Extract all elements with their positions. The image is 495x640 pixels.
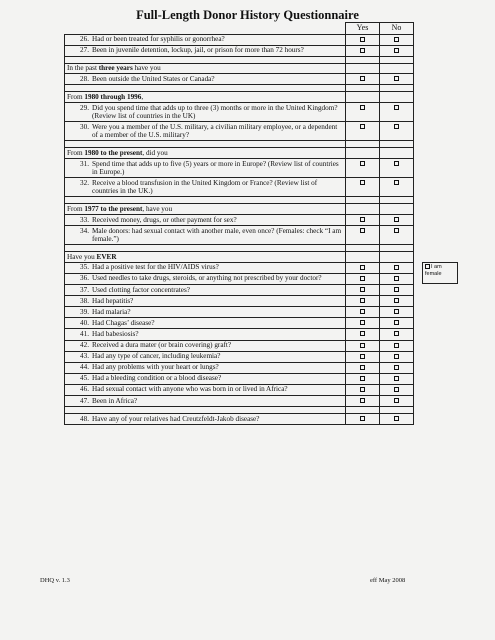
- yes-checkbox[interactable]: [360, 343, 365, 348]
- question: [67, 227, 343, 244]
- no-cell: [380, 340, 414, 351]
- question: [67, 123, 343, 140]
- yes-checkbox[interactable]: [360, 298, 365, 303]
- section-header: [65, 252, 346, 263]
- section-header-row: [65, 204, 414, 215]
- question-row: [65, 103, 414, 122]
- no-checkbox[interactable]: [394, 48, 399, 53]
- spacer-cell: [380, 245, 414, 252]
- no-cell: [380, 159, 414, 178]
- question: [67, 308, 343, 317]
- question-text: Had any problems with your heart or lungs?: [92, 363, 219, 372]
- no-checkbox[interactable]: [394, 124, 399, 129]
- no-checkbox[interactable]: [394, 320, 399, 325]
- question-cell: [65, 74, 346, 85]
- no-cell: [380, 396, 414, 407]
- question-text: Been in Africa?: [92, 396, 138, 405]
- no-cell: [380, 362, 414, 373]
- no-checkbox[interactable]: [394, 309, 399, 314]
- question-text: Had any type of cancer, including leukemia?: [92, 352, 221, 361]
- question-row: [65, 340, 414, 351]
- question: [67, 104, 343, 121]
- spacer-cell: [380, 197, 414, 204]
- question-row: [65, 307, 414, 318]
- yes-checkbox[interactable]: [360, 161, 365, 166]
- question-cell: [65, 45, 346, 56]
- question: [67, 274, 343, 283]
- question: [67, 341, 343, 350]
- spacer-cell: [346, 245, 380, 252]
- yes-cell: [346, 45, 380, 56]
- yes-cell: [346, 307, 380, 318]
- question-row: [65, 373, 414, 384]
- spacer-cell: [380, 56, 414, 63]
- no-cell: [380, 351, 414, 362]
- question-row: [65, 178, 414, 197]
- question-cell: [65, 396, 346, 407]
- spacer-cell: [65, 85, 346, 92]
- header-row: [65, 23, 414, 35]
- question-cell: [65, 122, 346, 141]
- yes-checkbox[interactable]: [360, 287, 365, 292]
- question-text: Had or been treated for syphilis or gonorrhea?: [92, 35, 225, 44]
- yes-cell: [346, 204, 380, 215]
- question-text: Spend time that adds up to five (5) years or more in Europe? (Review list of countries in Europe.): [92, 159, 339, 177]
- question-text: Had a bleeding condition or a blood disease?: [92, 374, 222, 383]
- question-cell: [65, 215, 346, 226]
- yes-checkbox[interactable]: [360, 217, 365, 222]
- yes-cell: [346, 396, 380, 407]
- no-cell: [380, 92, 414, 103]
- question-cell: [65, 262, 346, 273]
- no-checkbox[interactable]: [394, 217, 399, 222]
- question-row: [65, 45, 414, 56]
- question-text: Used clotting factor concentrates?: [92, 285, 190, 294]
- no-cell: [380, 122, 414, 141]
- question-number: 44.: [80, 363, 89, 372]
- yes-cell: [346, 226, 380, 245]
- question: [67, 415, 343, 424]
- no-checkbox[interactable]: [394, 398, 399, 403]
- yes-checkbox[interactable]: [360, 398, 365, 403]
- question-cell: [65, 34, 346, 45]
- question-text: Receive a blood transfusion in the United Kingdom or France? (Review list of countries in the UK.): [92, 178, 318, 196]
- no-checkbox[interactable]: [394, 387, 399, 392]
- section-text: ,: [141, 92, 144, 101]
- section-emphasis: EVER: [96, 252, 117, 261]
- question-cell: [65, 340, 346, 351]
- question-number: 36.: [80, 274, 89, 283]
- question-text: Received a dura mater (or brain covering) graft?: [92, 341, 232, 350]
- section-header: [65, 148, 346, 159]
- spacer-row: [65, 141, 414, 148]
- question-text: Did you spend time that adds up to three (3) months or more in the United Kingdom? (Review list of countries in the UK): [92, 103, 338, 121]
- yes-cell: [346, 362, 380, 373]
- no-checkbox[interactable]: [394, 105, 399, 110]
- question-text: Used needles to take drugs, steroids, or anything not prescribed by your doctor?: [92, 274, 322, 283]
- question-text: Male donors: had sexual contact with another male, even once? (Females: check “I am female.”): [92, 226, 342, 244]
- spacer-cell: [65, 407, 346, 414]
- no-cell: [380, 329, 414, 340]
- question-text: Had Chagas’ disease?: [92, 318, 155, 327]
- spacer-cell: [346, 141, 380, 148]
- yes-cell: [346, 252, 380, 263]
- yes-checkbox[interactable]: [360, 376, 365, 381]
- yes-cell: [346, 318, 380, 329]
- question-cell: [65, 178, 346, 197]
- section-text: , did you: [142, 148, 168, 157]
- question-number: 47.: [80, 396, 89, 405]
- yes-checkbox[interactable]: [360, 331, 365, 336]
- question-row: [65, 329, 414, 340]
- section-header-row: [65, 63, 414, 74]
- question-text: Have any of your relatives had Creutzfeldt-Jakob disease?: [92, 414, 260, 423]
- question-number: 26.: [80, 35, 89, 44]
- yes-cell: [346, 34, 380, 45]
- question-number: 35.: [80, 263, 89, 272]
- question-cell: [65, 285, 346, 296]
- question-row: [65, 34, 414, 45]
- question-number: 29.: [80, 103, 89, 112]
- yes-checkbox[interactable]: [360, 365, 365, 370]
- no-checkbox[interactable]: [394, 76, 399, 81]
- no-cell: [380, 262, 414, 273]
- section-text: , have you: [142, 204, 173, 213]
- section-text: In the past: [67, 64, 99, 73]
- question-text: Had hepatitis?: [92, 296, 134, 305]
- question: [67, 216, 343, 225]
- yes-cell: [346, 74, 380, 85]
- yes-cell: [346, 262, 380, 273]
- no-checkbox[interactable]: [394, 354, 399, 359]
- yes-checkbox[interactable]: [360, 105, 365, 110]
- no-checkbox[interactable]: [394, 331, 399, 336]
- spacer-row: [65, 85, 414, 92]
- spacer-cell: [380, 141, 414, 148]
- spacer-cell: [380, 85, 414, 92]
- question-row: [65, 384, 414, 395]
- question-number: 45.: [80, 374, 89, 383]
- question-cell: [65, 384, 346, 395]
- question: [67, 385, 343, 394]
- question-cell: [65, 307, 346, 318]
- section-header: [65, 92, 346, 103]
- yes-cell: [346, 148, 380, 159]
- no-cell: [380, 285, 414, 296]
- yes-cell: [346, 215, 380, 226]
- no-column-header: No: [380, 23, 414, 35]
- question: [67, 330, 343, 339]
- question-number: 41.: [80, 329, 89, 338]
- no-cell: [380, 215, 414, 226]
- question-cell: [65, 351, 346, 362]
- yes-checkbox[interactable]: [360, 180, 365, 185]
- yes-cell: [346, 296, 380, 307]
- footer-version: DHQ v. 1.3: [40, 577, 70, 584]
- no-checkbox[interactable]: [394, 161, 399, 166]
- spacer-row: [65, 197, 414, 204]
- question-number: 40.: [80, 318, 89, 327]
- checkbox-icon[interactable]: [425, 264, 430, 269]
- no-cell: [380, 63, 414, 74]
- question: [67, 179, 343, 196]
- no-cell: [380, 273, 414, 284]
- question-number: 32.: [80, 178, 89, 187]
- section-text: From: [67, 92, 85, 101]
- question-row: [65, 159, 414, 178]
- section-text: From: [67, 204, 85, 213]
- no-cell: [380, 373, 414, 384]
- no-cell: [380, 307, 414, 318]
- no-checkbox[interactable]: [394, 228, 399, 233]
- question-text: Had sexual contact with anyone who was born in or lived in Africa?: [92, 385, 288, 394]
- section-emphasis: 1980 to the present: [84, 148, 143, 157]
- question-cell: [65, 226, 346, 245]
- question: [67, 46, 343, 55]
- question: [67, 263, 343, 272]
- question-row: [65, 296, 414, 307]
- question-number: 30.: [80, 122, 89, 131]
- question-number: 46.: [80, 385, 89, 394]
- yes-cell: [346, 122, 380, 141]
- question-row: [65, 362, 414, 373]
- no-cell: [380, 204, 414, 215]
- question-row: [65, 414, 414, 425]
- question: [67, 75, 343, 84]
- question-cell: [65, 414, 346, 425]
- no-checkbox[interactable]: [394, 37, 399, 42]
- question: [67, 363, 343, 372]
- page-title: Full-Length Donor History Questionnaire: [136, 8, 359, 22]
- question-text: Had malaria?: [92, 307, 131, 316]
- section-emphasis: three years: [98, 64, 133, 73]
- no-checkbox[interactable]: [394, 365, 399, 370]
- question-row: [65, 285, 414, 296]
- question-number: 27.: [80, 46, 89, 55]
- question-number: 28.: [80, 74, 89, 83]
- question: [67, 352, 343, 361]
- question: [67, 319, 343, 328]
- yes-checkbox[interactable]: [360, 387, 365, 392]
- question-number: 43.: [80, 352, 89, 361]
- section-emphasis: 1977 to the present: [84, 204, 143, 213]
- spacer-row: [65, 407, 414, 414]
- question-number: 39.: [80, 307, 89, 316]
- question-row: [65, 215, 414, 226]
- yes-checkbox[interactable]: [360, 76, 365, 81]
- spacer-cell: [65, 197, 346, 204]
- question: [67, 297, 343, 306]
- section-text: have you: [132, 64, 161, 73]
- question-row: [65, 351, 414, 362]
- question-cell: [65, 329, 346, 340]
- i-am-female-box[interactable]: [422, 262, 458, 284]
- section-emphasis: 1980 through 1996: [84, 92, 142, 101]
- question-text: Were you a member of the U.S. military, a civilian military employee, or a dependent of a member of the U.S. military?: [92, 122, 338, 140]
- section-header-row: [65, 148, 414, 159]
- no-checkbox[interactable]: [394, 298, 399, 303]
- question-cell: [65, 103, 346, 122]
- yes-cell: [346, 103, 380, 122]
- yes-cell: [346, 285, 380, 296]
- yes-cell: [346, 373, 380, 384]
- no-checkbox[interactable]: [394, 287, 399, 292]
- no-cell: [380, 103, 414, 122]
- yes-cell: [346, 159, 380, 178]
- question-number: 31.: [80, 159, 89, 168]
- spacer-cell: [380, 407, 414, 414]
- question-row: [65, 318, 414, 329]
- question-row: [65, 273, 414, 284]
- question-number: 37.: [80, 285, 89, 294]
- spacer-row: [65, 56, 414, 63]
- yes-checkbox[interactable]: [360, 37, 365, 42]
- question-row: [65, 226, 414, 245]
- question: [67, 160, 343, 177]
- footer-date: eff May 2008: [370, 577, 406, 584]
- question-number: 48.: [80, 414, 89, 423]
- question-row: [65, 396, 414, 407]
- yes-checkbox[interactable]: [360, 354, 365, 359]
- question: [67, 374, 343, 383]
- question-row: [65, 122, 414, 141]
- yes-cell: [346, 351, 380, 362]
- question-cell: [65, 318, 346, 329]
- yes-cell: [346, 384, 380, 395]
- section-header-row: [65, 92, 414, 103]
- question-row: [65, 262, 414, 273]
- no-checkbox[interactable]: [394, 276, 399, 281]
- yes-checkbox[interactable]: [360, 416, 365, 421]
- section-header-row: [65, 252, 414, 263]
- spacer-cell: [65, 245, 346, 252]
- no-cell: [380, 414, 414, 425]
- question: [67, 397, 343, 406]
- spacer-cell: [346, 197, 380, 204]
- no-cell: [380, 226, 414, 245]
- question-cell: [65, 296, 346, 307]
- i-am-female-label: I am female: [425, 264, 442, 277]
- yes-cell: [346, 178, 380, 197]
- question-number: 33.: [80, 215, 89, 224]
- no-checkbox[interactable]: [394, 265, 399, 270]
- section-header: [65, 63, 346, 74]
- yes-checkbox[interactable]: [360, 265, 365, 270]
- yes-cell: [346, 63, 380, 74]
- header-blank: [65, 23, 346, 35]
- no-cell: [380, 318, 414, 329]
- section-text: Have you: [67, 252, 97, 261]
- no-checkbox[interactable]: [394, 343, 399, 348]
- yes-checkbox[interactable]: [360, 228, 365, 233]
- question-text: Been in juvenile detention, lockup, jail, or prison for more than 72 hours?: [92, 46, 304, 55]
- yes-checkbox[interactable]: [360, 309, 365, 314]
- yes-cell: [346, 273, 380, 284]
- question: [67, 286, 343, 295]
- spacer-cell: [65, 56, 346, 63]
- question-cell: [65, 373, 346, 384]
- question-row: [65, 74, 414, 85]
- section-text: From: [67, 148, 85, 157]
- no-cell: [380, 148, 414, 159]
- question-text: Been outside the United States or Canada?: [92, 74, 215, 83]
- no-cell: [380, 296, 414, 307]
- question-number: 34.: [80, 226, 89, 235]
- yes-checkbox[interactable]: [360, 124, 365, 129]
- question-cell: [65, 362, 346, 373]
- yes-checkbox[interactable]: [360, 48, 365, 53]
- yes-cell: [346, 329, 380, 340]
- no-cell: [380, 45, 414, 56]
- question-text: Received money, drugs, or other payment for sex?: [92, 215, 237, 224]
- no-cell: [380, 178, 414, 197]
- question-cell: [65, 159, 346, 178]
- no-cell: [380, 34, 414, 45]
- spacer-cell: [65, 141, 346, 148]
- yes-checkbox[interactable]: [360, 276, 365, 281]
- yes-cell: [346, 92, 380, 103]
- no-cell: [380, 252, 414, 263]
- yes-cell: [346, 414, 380, 425]
- spacer-cell: [346, 407, 380, 414]
- question-text: Had a positive test for the HIV/AIDS virus?: [92, 263, 219, 272]
- no-cell: [380, 384, 414, 395]
- question-number: 42.: [80, 341, 89, 350]
- yes-column-header: Yes: [346, 23, 380, 35]
- spacer-cell: [346, 85, 380, 92]
- question: [67, 35, 343, 44]
- yes-cell: [346, 340, 380, 351]
- spacer-cell: [346, 56, 380, 63]
- spacer-row: [65, 245, 414, 252]
- question-number: 38.: [80, 296, 89, 305]
- yes-checkbox[interactable]: [360, 320, 365, 325]
- question-text: Had babesiosis?: [92, 329, 139, 338]
- no-checkbox[interactable]: [394, 376, 399, 381]
- no-checkbox[interactable]: [394, 180, 399, 185]
- section-header: [65, 204, 346, 215]
- questions-table: [64, 22, 414, 425]
- question-cell: [65, 273, 346, 284]
- no-checkbox[interactable]: [394, 416, 399, 421]
- no-cell: [380, 74, 414, 85]
